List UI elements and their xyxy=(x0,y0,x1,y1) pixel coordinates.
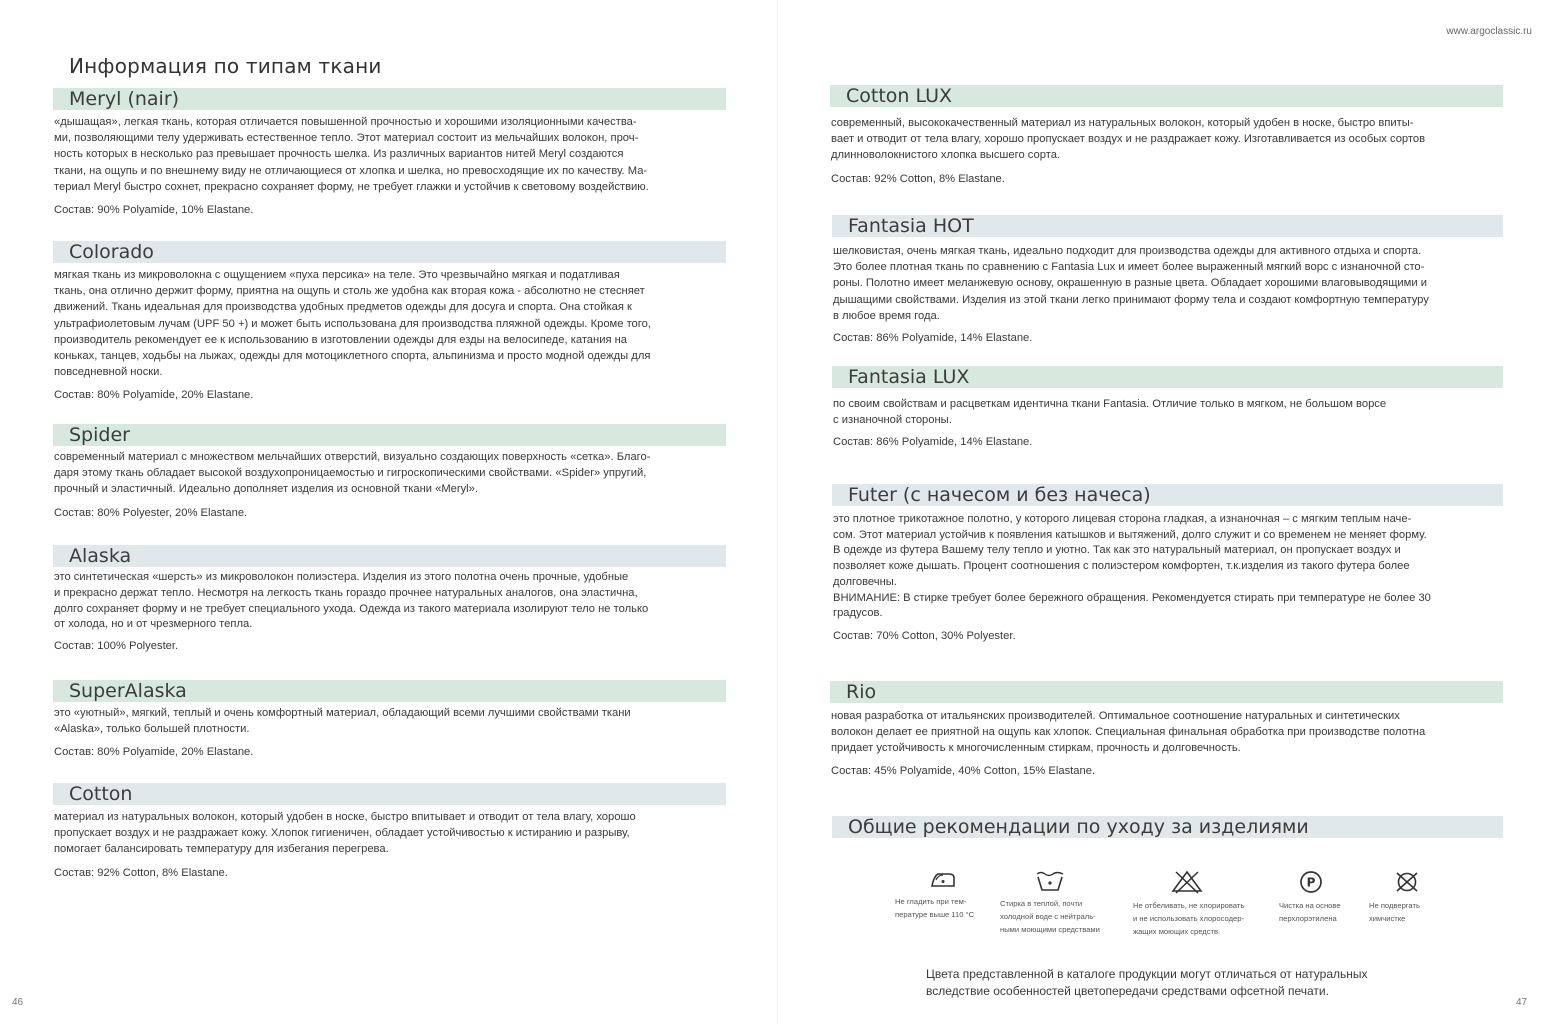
section-header: Fantasia LUX xyxy=(832,366,1503,388)
section-composition: Состав: 80% Polyester, 20% Elastane. xyxy=(54,506,248,519)
section-alaska xyxy=(53,545,726,654)
section-composition: Состав: 80% Polyamide, 20% Elastane. xyxy=(54,746,254,759)
section-composition: Состав: 90% Polyamide, 10% Elastane. xyxy=(54,204,254,217)
page-title: Информация по типам ткани xyxy=(69,54,382,78)
dry-clean-p-icon xyxy=(1299,870,1323,894)
section-composition: Состав: 86% Polyamide, 14% Elastane. xyxy=(833,332,1033,345)
care-item-no-dry-clean xyxy=(1369,870,1444,926)
section-body: материал из натуральных волокон, который удобен в носке, быстро впитывает и отводит от тела влагу, хорошо пропускает воздух и не раздражает кожу. Хлопок гигиеничен, обладает устойчивостью к истиранию и разрыву, помогает балансировать температуру для избегания перегрева. xyxy=(54,811,636,856)
section-header: Spider xyxy=(53,424,726,446)
color-disclaimer: Цвета представленной в каталоге продукции могут отличаться от натуральных вследствие особенностей цветопередачи средствами офсетной печати. xyxy=(926,967,1368,998)
care-caption: Чистка на основе перхлорэтилена xyxy=(1279,901,1341,923)
section-header: Alaska xyxy=(53,545,726,567)
care-item-iron xyxy=(895,870,990,922)
section-header: Colorado xyxy=(53,241,726,263)
section-colorado xyxy=(53,241,726,403)
page-number-left: 46 xyxy=(12,997,24,1008)
section-superalaska xyxy=(53,680,726,760)
section-body: современный, высококачественный материал из натуральных волокон, который удобен в носке, быстро впиты- вает и отводит от тела влагу, хорошо пропускает воздух и не раздражает кожу. Изготавливается из особых сортов длинноволокнистого хлопка высшего сорта. xyxy=(831,117,1426,162)
site-url: www.argoclassic.ru xyxy=(1446,26,1532,37)
page-gutter xyxy=(777,0,778,1024)
section-body: «дышащая», легкая ткань, которая отличается повышенной прочностью и хорошими изоляционными качества- ми, позволяющими телу удерживать естественное тепло. Этот материал состоит из мельчайших волокон, проч- ность которых в несколько раз превышает прочность шелка. Из различных вариантов нитей Meryl создаются ткани, на ощупь и по внешнему виду не отличающиеся от хлопка и шелка, но превосходящие их по качеству. Ма- териал Meryl быстро сохнет, прекрасно сохраняет форму, не требует глажки и устойчив к световому воздействию. xyxy=(54,116,649,193)
section-spider xyxy=(53,424,726,521)
section-body: новая разработка от итальянских производителей. Оптимальное соотношение натуральных и синтетических волокон делает ее приятной на ощупь как хлопок. Специальная финальная обработка при производстве полотна придает устойчивость к многочисленным стиркам, прочность и долговечность. xyxy=(831,710,1426,755)
section-composition: Состав: 45% Polyamide, 40% Cotton, 15% Elastane. xyxy=(831,764,1096,777)
section-composition: Состав: 70% Cotton, 30% Polyester. xyxy=(833,629,1016,642)
section-body: современный материал с множеством мельчайших отверстий, визуально создающих поверхность «сетка». Благо- даря этому ткань обладает высокой воздухопроницаемостью и гигроскопическими свойствами. «Spider» упругий, прочный и эластичный. Идеально дополняет изделия из основной ткани «Meryl». xyxy=(54,451,651,496)
section-composition: Состав: 100% Polyester. xyxy=(54,640,179,653)
section-fantasia-lux xyxy=(832,366,1503,450)
section-header: Meryl (nair) xyxy=(53,88,726,110)
wash-tub-icon xyxy=(1035,870,1065,892)
section-composition: Состав: 92% Cotton, 8% Elastane. xyxy=(831,172,1005,185)
section-header: Cotton LUX xyxy=(830,85,1503,107)
section-body: это синтетическая «шерсть» из микроволокон полиэстера. Изделия из этого полотна очень прочные, удобные и прекрасно держат тепло. Несмотря на легкость ткань гораздо прочнее натуральных аналогов, она эластична, долго сохраняет форму и не требует специального ухода. Одежда из такого материала изолируют тело не только от холода, но и от чрезмерного тепла. xyxy=(54,571,649,631)
section-body: шелковистая, очень мягкая ткань, идеально подходит для производства одежды для активного отдыха и спорта. Это более плотная ткань по сравнению с Fantasia Lux и имеет более выраженный мягкий ворс с изнаночной сто- роны. Полотно имеет меланжевую основу, окрашенную в разные цвета. Обладает хорошими влаговыводящими и дышащими свойствами. Изделия из этой ткани легко принимают форму тела и создают комфортную температуру в любое время года. xyxy=(833,245,1429,322)
section-composition: Состав: 92% Cotton, 8% Elastane. xyxy=(54,866,228,879)
care-caption: Не отбеливать, не хлорировать и не использовать хлоросодер- жащих моющих средств. xyxy=(1133,901,1245,936)
care-item-no-bleach xyxy=(1133,870,1273,938)
section-body: по своим свойствам и расцветкам идентична ткани Fantasia. Отличие только в мягком, не большом ворсе с изнаночной стороны. xyxy=(833,398,1387,427)
care-caption: Стирка в теплой, почти холодной воде с нейтраль- ными моющими средствами xyxy=(1000,899,1100,934)
section-body: это «уютный», мягкий, теплый и очень комфортный материал, обладающий всеми лучшими свойствами ткани «Alaska», только большей плотности. xyxy=(54,707,631,736)
care-item-wash xyxy=(1000,870,1125,936)
svg-text:P: P xyxy=(1306,875,1316,890)
iron-icon xyxy=(929,870,957,890)
section-futer xyxy=(832,484,1503,644)
care-caption: Не гладить при тем- пературе выше 110 °С xyxy=(895,897,975,919)
section-header: SuperAlaska xyxy=(53,680,726,702)
care-header: Общие рекомендации по уходу за изделиями xyxy=(832,816,1503,838)
section-body: мягкая ткань из микроволокна с ощущением «пуха персика» на теле. Это чрезвычайно мягкая и податливая ткань, она отлично держит форму, приятна на ощупь и столь же удобна как вторая кожа - абсолютно не стесняет движений. Ткань идеальная для производства удобных предметов одежды для досуга и спорта. Она стойкая к ультрафиолетовым лучам (UPF 50 +) и может быть использована для производства пляжной одежды. Кроме того, производитель рекомендует ее к использованию в изготовлении одежды для езды на велосипеде, катания на коньках, танцев, ходьбы на лыжах, одежды для мотоциклетного спорта, альпинизма и просто модной одежды для повседневной носки. xyxy=(54,269,651,379)
section-meryl xyxy=(53,88,726,218)
care-icons xyxy=(895,870,1535,940)
section-fantasia-hot xyxy=(832,215,1503,346)
section-header: Fantasia HOT xyxy=(832,215,1503,237)
care-item-dry-clean xyxy=(1279,870,1359,926)
section-rio xyxy=(830,681,1503,779)
care-caption: Не подвергать химчистке xyxy=(1369,901,1420,923)
no-dry-clean-icon xyxy=(1394,870,1420,894)
page-number-right: 47 xyxy=(1516,997,1528,1008)
section-care xyxy=(832,816,1503,838)
section-header: Futer (с начесом и без начеса) xyxy=(832,484,1503,506)
section-composition: Состав: 80% Polyamide, 20% Elastane. xyxy=(54,389,254,402)
section-cotton xyxy=(53,783,726,881)
no-bleach-icon xyxy=(1170,870,1204,894)
section-body: это плотное трикотажное полотно, у которого лицевая сторона гладкая, а изнаночная – с мягким теплым наче- сом. Этот материал устойчив к появления катышков и вытяжений, долго служит и со временем не меняет форму. В одежде из футера Вашему телу тепло и уютно. Так как это натуральный материал, он пропускает воздух и позволяет коже дышать. Процент соотношения с полиэстером комфортен, т.к.изделия из такого футера более долговечны. ВНИМАНИЕ: В стирке требует более бережного обращения. Рекомендуется стирать при температуре не более 30 градусов. xyxy=(833,513,1431,620)
section-cotton-lux xyxy=(830,85,1503,187)
section-composition: Состав: 86% Polyamide, 14% Elastane. xyxy=(833,436,1033,449)
section-header: Rio xyxy=(830,681,1503,703)
section-header: Cotton xyxy=(53,783,726,805)
